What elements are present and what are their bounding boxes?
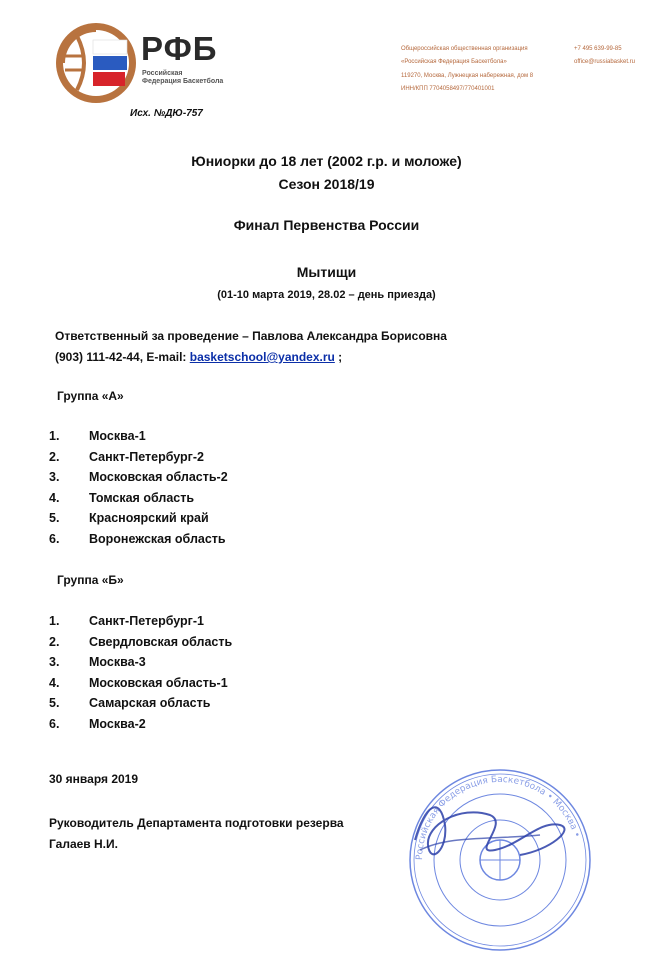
brand-subtitle-line: Российская: [142, 70, 183, 77]
list-item-team: Санкт-Петербург-2: [89, 449, 205, 464]
svg-text:Российская Федерация Баскетбол: [415, 775, 582, 860]
list-item-number: 6.: [49, 531, 60, 546]
rfb-logo-icon: [55, 22, 137, 104]
group-b-list: [0, 614, 400, 738]
group-a-list: [0, 429, 400, 553]
doc-title-city: Мытищи: [296, 264, 357, 280]
list-item-number: 2.: [49, 449, 60, 464]
list-item-number: 1.: [49, 614, 60, 628]
org-line: 119270, Москва, Лужнецкая набережная, дом 8: [401, 72, 534, 79]
list-item: [0, 532, 400, 553]
list-item-team: Томская область: [89, 490, 195, 505]
list-item-number: 5.: [49, 511, 60, 526]
signatory-title: Руководитель Департамента подготовки резерва: [49, 816, 344, 830]
list-item-number: 5.: [49, 696, 60, 711]
group-b-title: Группа «Б»: [57, 573, 124, 587]
list-item: [0, 614, 400, 635]
list-item-number: 3.: [49, 655, 60, 670]
list-item-number: 6.: [49, 716, 60, 731]
list-item-team: Санкт-Петербург-1: [89, 614, 205, 628]
brand-subtitle-line: Федерация Баскетбола: [142, 78, 224, 85]
responsible-phone: (903) 111-42-44, E-mail:: [55, 350, 190, 364]
org-line: «Российская Федерация Баскетбола»: [401, 59, 507, 66]
list-item-team: Воронежская область: [89, 531, 226, 546]
org-phone: +7 495 639-99-85: [574, 46, 622, 52]
org-line: ИНН/КПП 7704058497/770401001: [401, 85, 495, 92]
list-item: [0, 491, 400, 512]
responsible-contacts: [55, 350, 342, 364]
group-a-title: Группа «А»: [57, 389, 124, 403]
list-item-number: 4.: [49, 490, 60, 505]
contacts-suffix: ;: [334, 350, 343, 364]
list-item: [0, 655, 400, 676]
doc-title-season: Сезон 2018/19: [278, 176, 375, 192]
responsible-email-link[interactable]: basketschool@yandex.ru: [189, 350, 335, 364]
list-item-team: Москва-2: [89, 716, 146, 731]
list-item: [0, 676, 400, 697]
list-item: [0, 429, 400, 450]
doc-title-event: Финал Первенства России: [233, 217, 420, 233]
list-item-number: 4.: [49, 675, 60, 690]
brand-name: РФБ: [141, 30, 218, 67]
document-date: 30 января 2019: [49, 772, 139, 786]
list-item-team: Красноярский край: [89, 511, 209, 526]
list-item: [0, 450, 400, 471]
list-item-number: 1.: [49, 429, 60, 443]
reference-number: Исх. №ДЮ-757: [130, 108, 203, 119]
list-item: [0, 470, 400, 491]
list-item: [0, 635, 400, 656]
org-contacts: [574, 43, 653, 70]
list-item-team: Московская область-1: [89, 675, 228, 690]
list-item-team: Москва-1: [89, 429, 146, 443]
list-item: [0, 696, 400, 717]
list-item-number: 2.: [49, 634, 60, 649]
list-item: [0, 511, 400, 532]
list-item-team: Москва-3: [89, 655, 146, 670]
list-item-team: Самарская область: [89, 696, 211, 711]
list-item-number: 3.: [49, 470, 60, 485]
org-line: Общероссийская общественная организация: [401, 46, 528, 52]
org-email[interactable]: office@russiabasket.ru: [574, 59, 636, 66]
brand-subtitle: [142, 70, 252, 86]
doc-title-dates: (01-10 марта 2019, 28.02 – день приезда): [217, 289, 436, 301]
doc-title-category: Юниорки до 18 лет (2002 г.р. и моложе): [191, 153, 462, 169]
stamp-text: Российская Федерация Баскетбола • Москва •: [414, 774, 582, 861]
list-item-team: Свердловская область: [89, 634, 233, 649]
stamp-signature-icon: [400, 765, 600, 955]
list-item-team: Московская область-2: [89, 470, 228, 485]
org-address: [401, 43, 571, 96]
responsible-person: Ответственный за проведение – Павлова Александра Борисовна: [55, 329, 447, 343]
list-item: [0, 717, 400, 738]
signatory-name: Галаев Н.И.: [49, 837, 118, 851]
